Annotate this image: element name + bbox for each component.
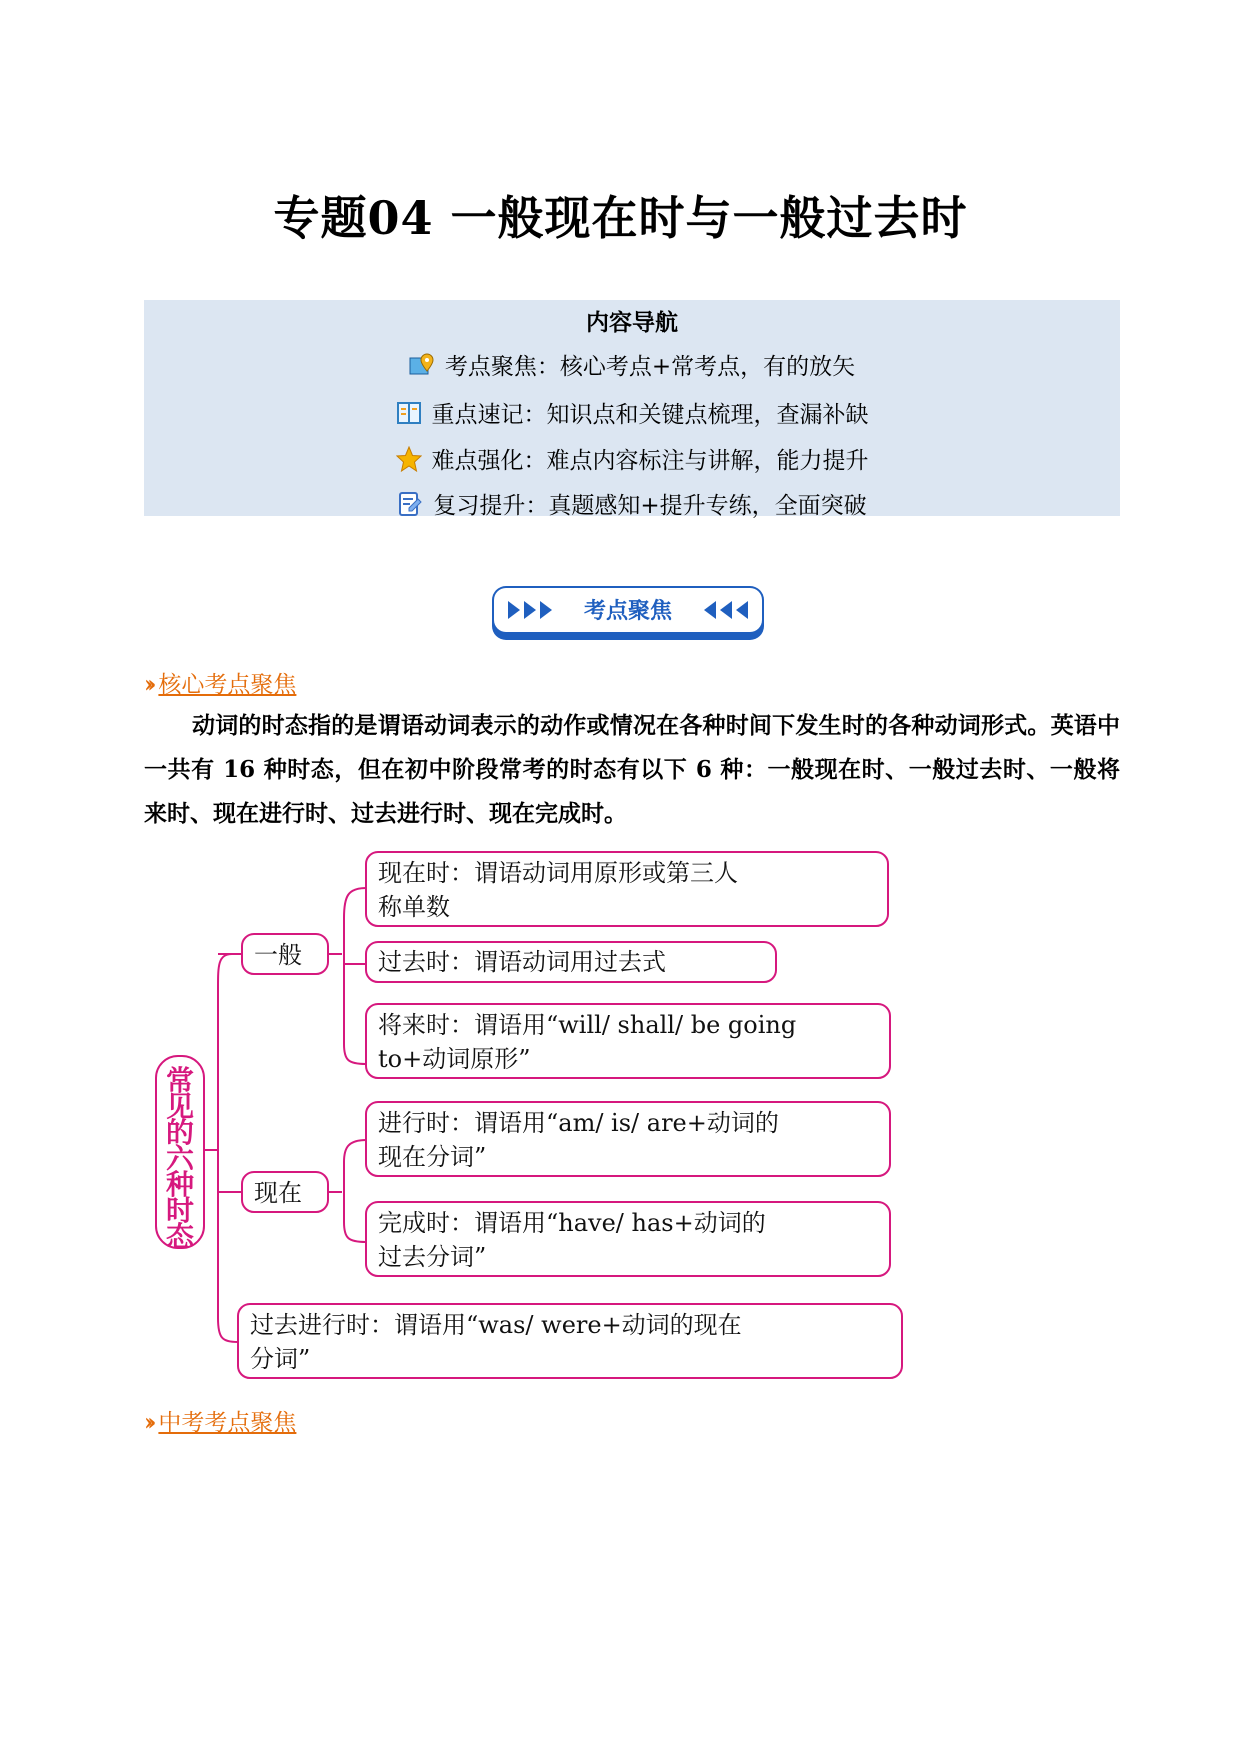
section-title: 中考考点聚焦 [158,1410,297,1436]
leaf-general-future-line1: 将来时：谓语用“will/ shall/ be going [378,1011,797,1039]
leaf-general-present-line1: 现在时：谓语动词用原形或第三人 [378,859,738,887]
edit-document-icon [397,491,423,517]
page-title: 专题04 一般现在时与一般过去时 [273,191,968,245]
double-chevron-icon: ›› [144,1409,151,1436]
root-char: 常 [165,1064,195,1097]
leaf-past-progressive-line2: 分词” [250,1345,311,1373]
banner-label: 考点聚焦 [583,599,673,624]
nav-item-focus [144,348,1120,381]
nav-item-text: 重点速记：知识点和关键点梳理，查漏补缺 [431,402,869,428]
leaf-general-past: 过去时：谓语动词用过去式 [378,948,666,976]
star-icon [396,446,422,472]
exam-focus-banner [490,584,766,642]
branch-general: 一般 [254,941,302,969]
nav-item-practice [144,487,1120,520]
leaf-general-present-line2: 称单数 [378,893,450,921]
root-char: 种 [165,1168,195,1201]
leaf-present-perfect-line1: 完成时：谓语用“have/ has+动词的 [378,1209,766,1237]
root-char: 见 [165,1090,195,1123]
root-char: 时 [165,1194,195,1227]
content-navigation-box [144,300,1120,519]
root-char: 态 [165,1220,195,1253]
root-char: 的 [165,1116,195,1149]
section-core-focus [144,666,296,699]
tense-mindmap [150,838,910,1388]
nav-heading: 内容导航 [586,309,678,336]
nav-item-review [144,396,1120,429]
leaf-past-progressive-line1: 过去进行时：谓语用“was/ were+动词的现在 [250,1311,742,1339]
double-chevron-icon: ›› [144,671,151,698]
root-char: 六 [165,1142,195,1175]
nav-item-text: 难点强化：难点内容标注与讲解，能力提升 [431,448,869,474]
branch-present: 现在 [254,1179,302,1207]
book-icon [396,400,422,426]
nav-item-text: 复习提升：真题感知+提升专练，全面突破 [433,493,867,519]
section-title: 核心考点聚焦 [158,672,297,698]
section-exam-focus [144,1404,296,1437]
leaf-present-progressive-line1: 进行时：谓语用“am/ is/ are+动词的 [378,1109,779,1137]
map-pin-icon [409,352,435,378]
nav-item-text: 考点聚焦：核心考点+常考点，有的放矢 [444,354,856,380]
leaf-present-progressive-line2: 现在分词” [378,1143,487,1171]
leaf-present-perfect-line2: 过去分词” [378,1243,487,1271]
nav-item-difficulty [144,442,1120,475]
intro-paragraph: 动词的时态指的是谓语动词表示的动作或情况在各种时间下发生时的各种动词形式。英语中一共有 16 种时态，但在初中阶段常考的时态有以下 6 种：一般现在时、一般过去时、一般将来时、现在进行时、过去进行时、现在完成时。 [144,712,1120,827]
leaf-general-future-line2: to+动词原形” [378,1045,531,1073]
